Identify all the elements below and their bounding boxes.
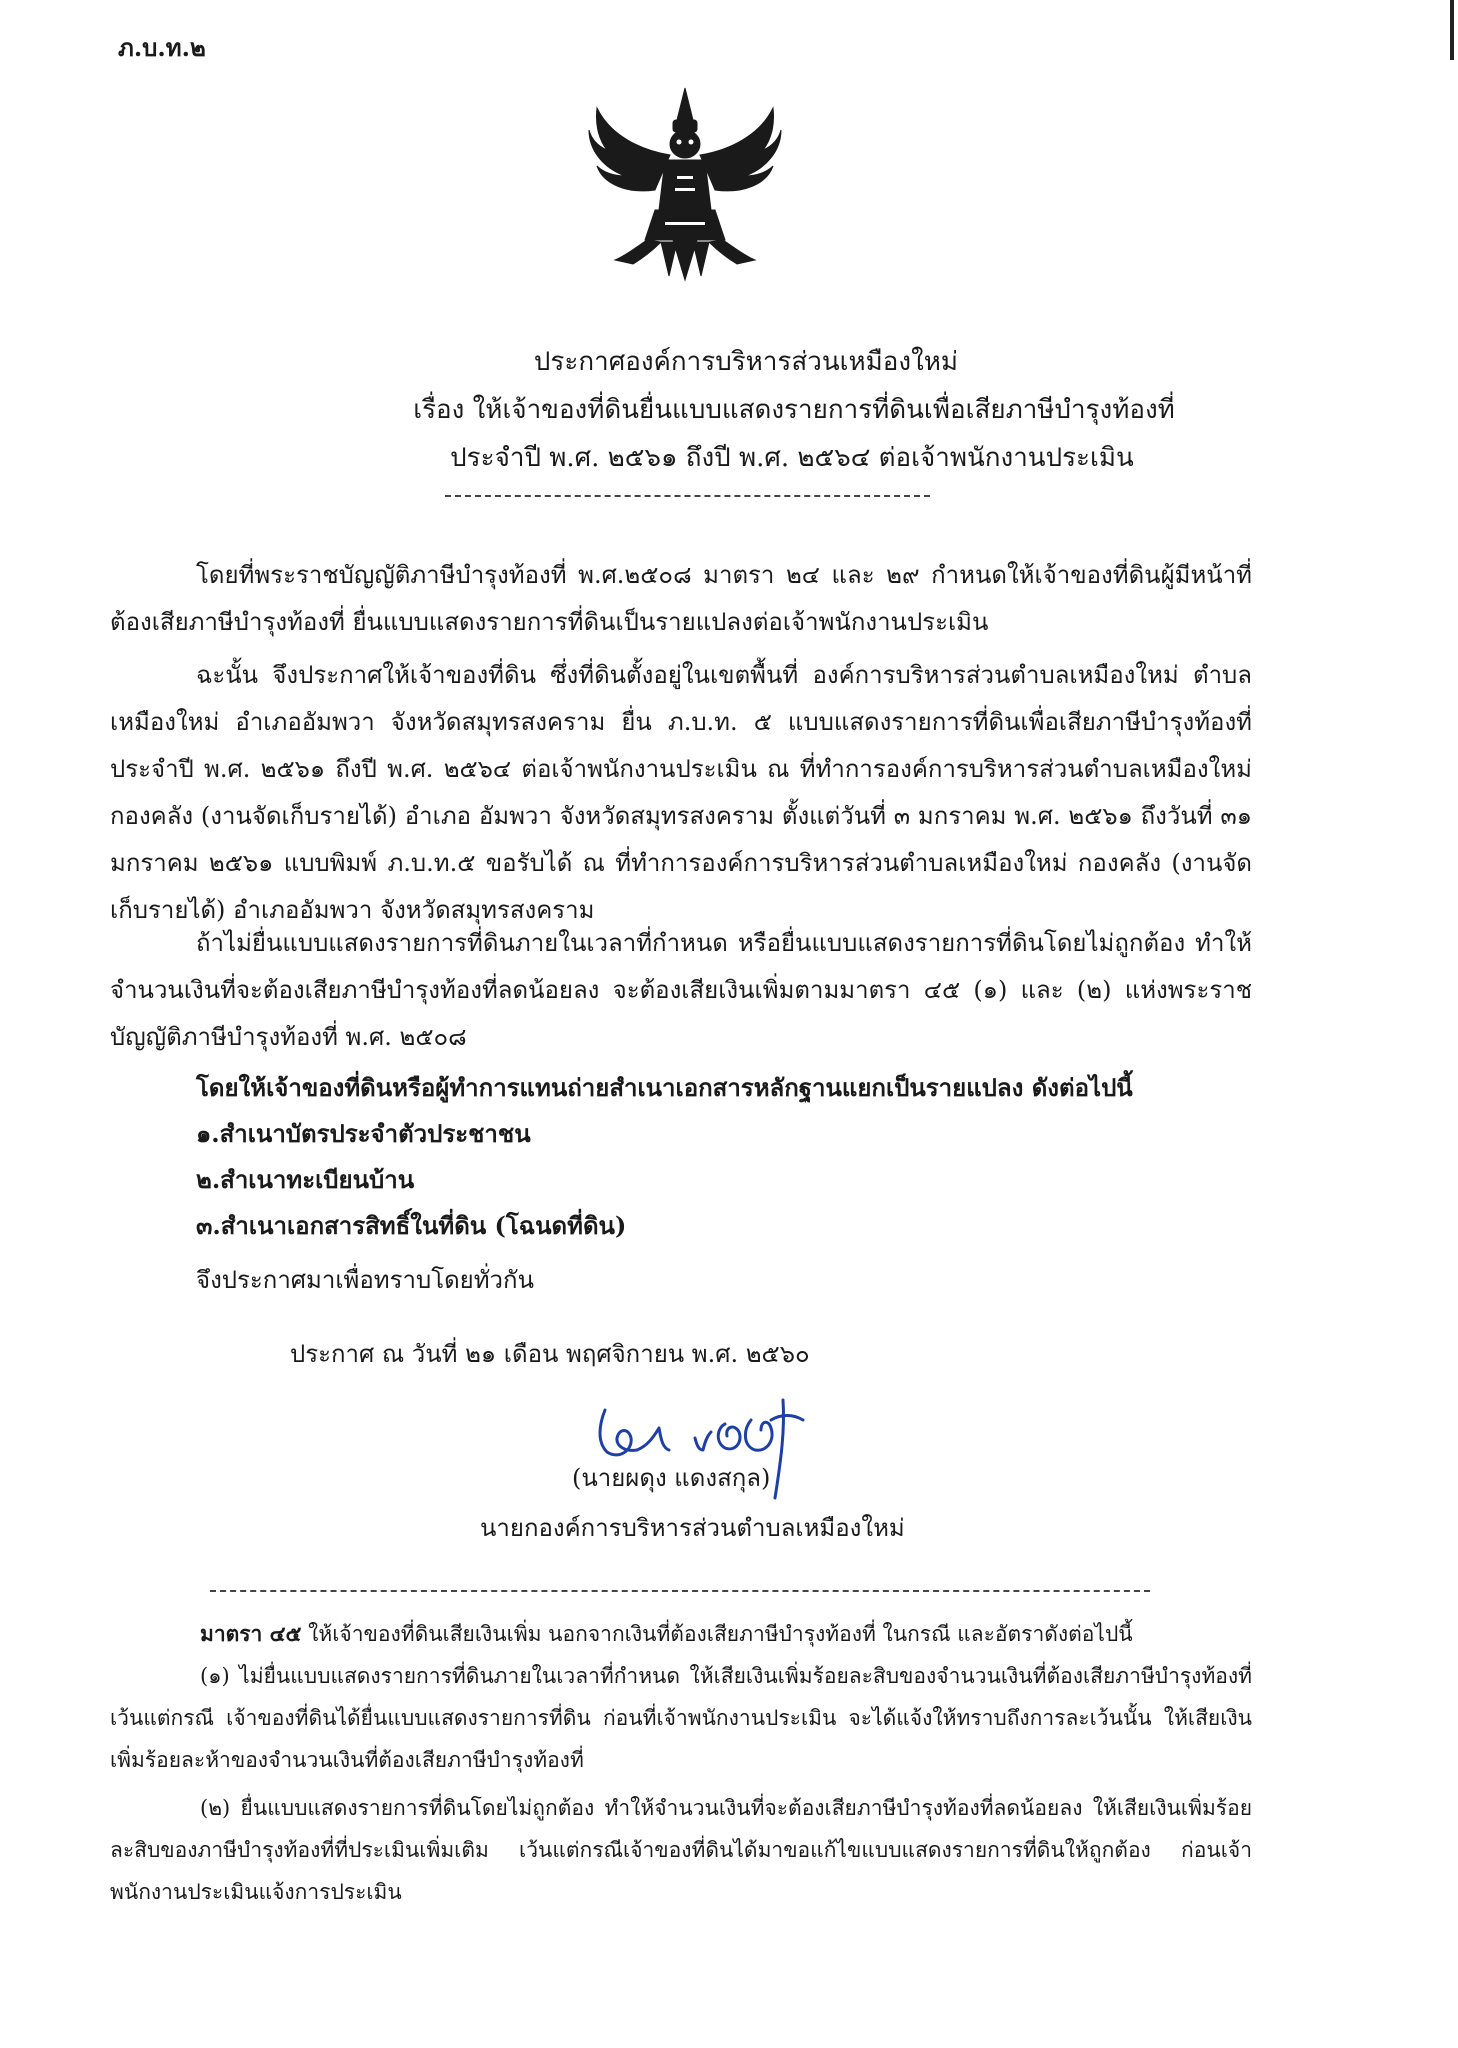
title-line-3: ประจำปี พ.ศ. ๒๕๖๑ ถึงปี พ.ศ. ๒๕๖๔ ต่อเจ้าพนักงานประเมิน [450, 443, 1134, 473]
body-paragraph-1 [110, 552, 1252, 646]
body-paragraph-3 [110, 920, 1252, 1061]
footnote-item-2 [110, 1787, 1252, 1913]
footnote-intro [200, 1613, 1250, 1655]
footnote-item-1 [110, 1655, 1252, 1781]
paragraph-text: ฉะนั้น จึงประกาศให้เจ้าของที่ดิน ซึ่งที่ดินตั้งอยู่ในเขตพื้นที่ องค์การบริหารส่วนตำบลเหมืองใหม่ ตำบลเหมืองใหม่ อำเภออัมพวา จังหวัดสมุทรสงคราม ยื่น ภ.บ.ท. ๕ แบบแสดงรายการที่ดินเพื่อเสียภาษีบำรุงท้องที่ ประจำปี พ.ศ. ๒๕๖๑ ถึงปี พ.ศ. ๒๕๖๔ ต่อเจ้าพนักงานประเมิน ณ ที่ทำการองค์การบริหารส่วนตำบลเหมืองใหม่ กองคลัง (งานจัดเก็บรายได้) อำเภอ อัมพวา จังหวัดสมุทรสงคราม ตั้งแต่วันที่ ๓ มกราคม พ.ศ. ๒๕๖๑ ถึงวันที่ ๓๑ มกราคม ๒๕๖๑ แบบพิมพ์ ภ.บ.ท.๕ ขอรับได้ ณ ที่ทำการองค์การบริหารส่วนตำบลเหมืองใหม่ กองคลัง (งานจัดเก็บรายได้) อำเภออัมพวา จังหวัดสมุทรสงคราม [110, 661, 1252, 924]
closing-notice: จึงประกาศมาเพื่อทราบโดยทั่วกัน [196, 1266, 534, 1294]
documents-intro: โดยให้เจ้าของที่ดินหรือผู้ทำการแทนถ่ายสำเนาเอกสารหลักฐานแยกเป็นรายแปลง ดังต่อไปนี้ [196, 1073, 1133, 1102]
footnote-item-text: (๑) ไม่ยื่นแบบแสดงรายการที่ดินภายในเวลาที่กำหนด ให้เสียเงินเพิ่มร้อยละสิบของจำนวนเงินที่ต้องเสียภาษีบำรุงท้องที่ เว้นแต่กรณี เจ้าของที่ดินได้ยื่นแบบแสดงรายการที่ดิน ก่อนที่เจ้าพนักงานประเมิน จะได้แจ้งให้ทราบถึงการละเว้นนั้น ให้เสียเงินเพิ่มร้อยละห้าของจำนวนเงินที่ต้องเสียภาษีบำรุงท้องที่ [110, 1664, 1252, 1772]
signatory-name: (นายผดุง แดงสกุล) [572, 1464, 771, 1492]
body-paragraph-2 [110, 652, 1252, 934]
issue-date: ประกาศ ณ วันที่ ๒๑ เดือน พฤศจิกายน พ.ศ. ๒๕๖๐ [290, 1340, 810, 1368]
document-item-3: ๓.สำเนาเอกสารสิทธิ์ในที่ดิน (โฉนดที่ดิน) [196, 1211, 627, 1240]
footnote-divider [210, 1590, 1150, 1592]
scan-edge-line [1450, 0, 1454, 60]
announcement-title [0, 338, 1458, 482]
required-documents [196, 1065, 1296, 1249]
footnote-intro-text: ให้เจ้าของที่ดินเสียเงินเพิ่ม นอกจากเงินที่ต้องเสียภาษีบำรุงท้องที่ ในกรณี และอัตราดังต่อไปนี้ [301, 1622, 1133, 1646]
footnote-section-label: มาตรา ๔๕ [200, 1621, 302, 1646]
garuda-emblem-icon [585, 80, 785, 285]
paragraph-text: ถ้าไม่ยื่นแบบแสดงรายการที่ดินภายในเวลาที่กำหนด หรือยื่นแบบแสดงรายการที่ดินโดยไม่ถูกต้อง ทำให้จำนวนเงินที่จะต้องเสียภาษีบำรุงท้องที่ลดน้อยลง จะต้องเสียเงินเพิ่มตามมาตรา ๔๕ (๑) และ (๒) แห่งพระราชบัญญัติภาษีบำรุงท้องที่ พ.ศ. ๒๕๐๘ [110, 929, 1252, 1051]
form-code: ภ.บ.ท.๒ [118, 33, 206, 62]
title-divider [445, 495, 930, 497]
paragraph-text: โดยที่พระราชบัญญัติภาษีบำรุงท้องที่ พ.ศ.๒๕๐๘ มาตรา ๒๔ และ ๒๙ กำหนดให้เจ้าของที่ดินผู้มีหน้าที่ต้องเสียภาษีบำรุงท้องที่ ยื่นแบบแสดงรายการที่ดินเป็นรายแปลงต่อเจ้าพนักงานประเมิน [110, 561, 1252, 636]
document-item-2: ๒.สำเนาทะเบียนบ้าน [196, 1165, 415, 1194]
title-line-2: เรื่อง ให้เจ้าของที่ดินยื่นแบบแสดงรายการที่ดินเพื่อเสียภาษีบำรุงท้องที่ [413, 395, 1175, 425]
footnote-item-text: (๒) ยื่นแบบแสดงรายการที่ดินโดยไม่ถูกต้อง ทำให้จำนวนเงินที่จะต้องเสียภาษีบำรุงท้องที่ลดน้อยลง ให้เสียเงินเพิ่มร้อยละสิบของภาษีบำรุงท้องที่ที่ประเมินเพิ่มเติม เว้นแต่กรณีเจ้าของที่ดินได้มาขอแก้ไขแบบแสดงรายการที่ดินให้ถูกต้อง ก่อนเจ้าพนักงานประเมินแจ้งการประเมิน [110, 1796, 1252, 1904]
signatory-title: นายกองค์การบริหารส่วนตำบลเหมืองใหม่ [480, 1514, 905, 1542]
title-line-1: ประกาศองค์การบริหารส่วนเหมืองใหม่ [533, 347, 959, 377]
document-item-1: ๑.สำเนาบัตรประจำตัวประชาชน [196, 1119, 531, 1148]
